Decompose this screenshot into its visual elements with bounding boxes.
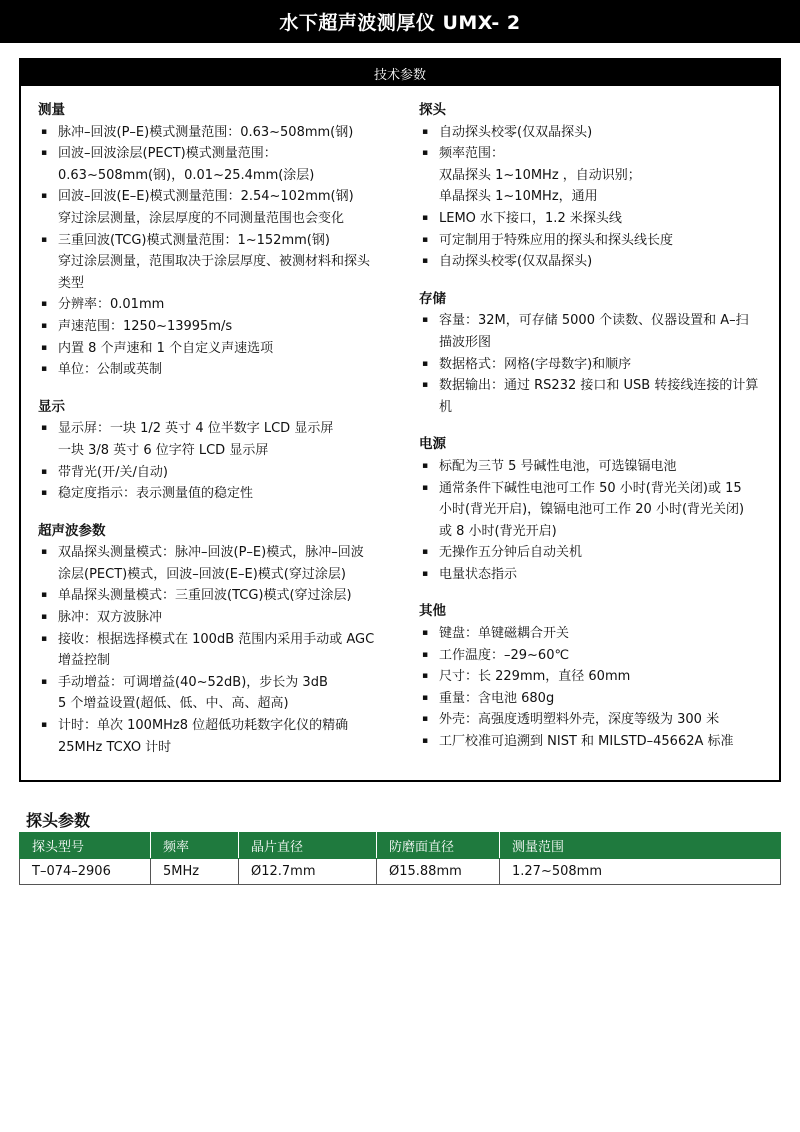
spec-item <box>38 294 398 316</box>
spec-item <box>419 251 764 273</box>
spec-item-text: 增益控制 <box>58 653 111 669</box>
spec-column-left <box>38 100 398 774</box>
probe-column-header: 探头型号 <box>20 833 151 859</box>
spec-item-text: 穿过涂层测量，范围取决于涂层厚度、被测材料和探头 <box>58 254 371 270</box>
spec-item <box>38 483 398 505</box>
spec-item-text: ▪ 单位：公制或英制 <box>58 362 163 378</box>
spec-list <box>38 418 398 504</box>
spec-item-text: ▪ 声速范围：1250~13995m/s <box>58 318 233 334</box>
section-title: 探头 <box>419 102 446 118</box>
spec-section <box>419 434 764 585</box>
table-row <box>20 859 781 885</box>
spec-item <box>38 122 398 144</box>
spec-panel <box>19 58 781 782</box>
spec-item <box>38 715 398 758</box>
spec-list <box>38 122 398 381</box>
spec-item-text: ▪ 手动增益：可调增益(40~52dB)，步长为 3dB <box>58 674 328 690</box>
spec-item <box>419 709 764 731</box>
spec-item <box>419 688 764 710</box>
spec-item-text: 一块 3/8 英寸 6 位字符 LCD 显示屏 <box>58 442 269 458</box>
spec-item-text: 机 <box>439 399 453 415</box>
spec-item-text: ▪ 重量：含电池 680g <box>439 690 555 706</box>
spec-item <box>419 623 764 645</box>
spec-item-text: 类型 <box>58 275 85 291</box>
spec-item <box>38 143 398 186</box>
probe-column-header: 测量范围 <box>500 833 781 859</box>
spec-item-text: 双晶探头 1~10MHz ，自动识别； <box>439 167 641 183</box>
probe-section-title: 探头参数 <box>26 811 91 830</box>
spec-item <box>419 731 764 753</box>
spec-item-text: 0.63~508mm(钢)，0.01~25.4mm(涂层) <box>58 167 315 183</box>
spec-item <box>38 542 398 585</box>
spec-item <box>419 143 764 208</box>
spec-item-text: 小时(背光开启)，镍镉电池可工作 20 小时(背光关闭) <box>439 502 745 518</box>
table-cell: Ø15.88mm <box>377 859 500 885</box>
spec-item-text: ▪ 脉冲–回波(P–E)模式测量范围：0.63~508mm(钢) <box>58 124 354 140</box>
spec-item <box>419 310 764 353</box>
spec-item <box>419 208 764 230</box>
spec-section <box>419 601 764 752</box>
table-cell: 1.27~508mm <box>500 859 781 885</box>
spec-item-text: ▪ 数据输出：通过 RS232 接口和 USB 转接线连接的计算 <box>439 378 759 394</box>
spec-item-text: ▪ 工厂校准可追溯到 NIST 和 MILSTD–45662A 标准 <box>439 734 734 750</box>
probe-table-body <box>20 859 781 885</box>
spec-item-text: ▪ 自动探头校零(仅双晶探头) <box>439 124 593 140</box>
section-title: 电源 <box>419 436 446 453</box>
spec-list <box>419 310 764 418</box>
spec-item-text: ▪ 工作温度：–29~60℃ <box>439 647 570 663</box>
spec-item-text: ▪ 自动探头校零(仅双晶探头) <box>439 254 593 270</box>
spec-section <box>419 100 764 273</box>
spec-item-text: ▪ 接收：根据选择模式在 100dB 范围内采用手动或 AGC <box>58 631 375 647</box>
section-title: 其他 <box>419 603 446 620</box>
spec-list <box>38 542 398 758</box>
spec-item <box>38 230 398 295</box>
spec-item <box>419 456 764 478</box>
spec-item-text: ▪ 电量状态指示 <box>439 566 518 582</box>
spec-item-text: ▪ LEMO 水下接口，1.2 米探头线 <box>439 210 622 226</box>
spec-item-text: ▪ 回波–回波涂层(PECT)模式测量范围： <box>58 146 277 162</box>
spec-item-text: ▪ 带背光(开/关/自动) <box>58 464 168 480</box>
spec-section <box>38 397 398 505</box>
spec-item-text: ▪ 内置 8 个声速和 1 个自定义声速选项 <box>58 340 274 356</box>
spec-item <box>38 629 398 672</box>
spec-item-text: ▪ 可定制用于特殊应用的探头和探头线长度 <box>439 232 674 248</box>
page-title: 水下超声波测厚仪 UMX- 2 <box>0 0 800 43</box>
spec-item <box>38 186 398 229</box>
spec-item-text: 穿过涂层测量，涂层厚度的不同测量范围也会变化 <box>58 210 345 226</box>
spec-item-text: ▪ 频率范围： <box>439 146 505 162</box>
spec-list <box>419 623 764 753</box>
table-cell: Ø12.7mm <box>239 859 377 885</box>
probe-table-header <box>20 833 781 859</box>
spec-item <box>38 418 398 461</box>
spec-item-text: ▪ 双晶探头测量模式：脉冲–回波(P–E)模式，脉冲–回波 <box>58 545 364 561</box>
probe-table <box>19 832 781 885</box>
spec-item-text: 25MHz TCXO 计时 <box>58 739 172 755</box>
spec-item-text: ▪ 稳定度指示：表示测量值的稳定性 <box>58 486 254 502</box>
probe-column-header: 频率 <box>151 833 239 859</box>
spec-item <box>38 672 398 715</box>
spec-item-text: ▪ 回波–回波(E–E)模式测量范围：2.54~102mm(钢) <box>58 189 354 205</box>
spec-item <box>419 122 764 144</box>
spec-item <box>419 478 764 543</box>
spec-item-text: 涂层(PECT)模式，回波–回波(E–E)模式(穿过涂层) <box>58 566 346 582</box>
spec-item <box>419 230 764 252</box>
spec-item-text: ▪ 外壳：高强度透明塑料外壳，深度等级为 300 米 <box>439 712 720 728</box>
spec-item <box>38 316 398 338</box>
table-cell: T–074–2906 <box>20 859 151 885</box>
spec-item-text: ▪ 通常条件下碱性电池可工作 50 小时(背光关闭)或 15 <box>439 480 742 496</box>
spec-item-text: 或 8 小时(背光开启) <box>439 523 557 539</box>
spec-list <box>419 456 764 586</box>
spec-item <box>38 359 398 381</box>
spec-section <box>419 289 764 419</box>
spec-item-text: ▪ 分辨率：0.01mm <box>58 297 165 313</box>
spec-item <box>419 542 764 564</box>
spec-item-text: ▪ 脉冲：双方波脉冲 <box>58 610 163 626</box>
spec-item-text: ▪ 显示屏：一块 1/2 英寸 4 位半数字 LCD 显示屏 <box>58 421 334 437</box>
table-cell: 5MHz <box>151 859 239 885</box>
spec-item-text: ▪ 三重回波(TCG)模式测量范围：1~152mm(钢) <box>58 232 330 248</box>
spec-item <box>419 354 764 376</box>
spec-item <box>419 564 764 586</box>
spec-item-text: ▪ 容量：32M，可存储 5000 个读数、仪器设置和 A–扫 <box>439 313 749 329</box>
spec-item-text: ▪ 标配为三节 5 号碱性电池，可选镍镉电池 <box>439 458 677 474</box>
spec-item-text: ▪ 尺寸：长 229mm，直径 60mm <box>439 669 631 685</box>
spec-item-text: 5 个增益设置(超低、低、中、高、超高) <box>58 696 289 712</box>
spec-item-text: ▪ 键盘：单键磁耦合开关 <box>439 626 570 642</box>
section-title: 超声波参数 <box>38 522 106 539</box>
spec-item <box>38 462 398 484</box>
spec-section <box>38 100 398 381</box>
section-title: 测量 <box>38 102 65 118</box>
spec-item <box>38 607 398 629</box>
spec-column-right <box>419 100 764 769</box>
section-title: 存储 <box>419 290 446 307</box>
spec-item <box>38 585 398 607</box>
spec-item-text: ▪ 无操作五分钟后自动关机 <box>439 545 583 561</box>
spec-item <box>419 375 764 418</box>
section-title: 显示 <box>38 398 65 415</box>
spec-item-text: ▪ 单晶探头测量模式：三重回波(TCG)模式(穿过涂层) <box>58 588 352 604</box>
spec-item-text: 单晶探头 1~10MHz，通用 <box>439 189 598 205</box>
spec-item-text: ▪ 数据格式：网格(字母数字)和顺序 <box>439 356 632 372</box>
spec-item <box>38 338 398 360</box>
spec-item <box>419 666 764 688</box>
spec-list <box>419 122 764 273</box>
spec-section <box>38 521 398 759</box>
spec-item-text: 描波形图 <box>439 334 492 350</box>
probe-column-header: 防磨面直径 <box>377 833 500 859</box>
spec-item-text: ▪ 计时：单次 100MHz8 位超低功耗数字化仪的精确 <box>58 718 349 734</box>
probe-column-header: 晶片直径 <box>239 833 377 859</box>
spec-item <box>419 645 764 667</box>
spec-header: 技术参数 <box>21 60 779 86</box>
